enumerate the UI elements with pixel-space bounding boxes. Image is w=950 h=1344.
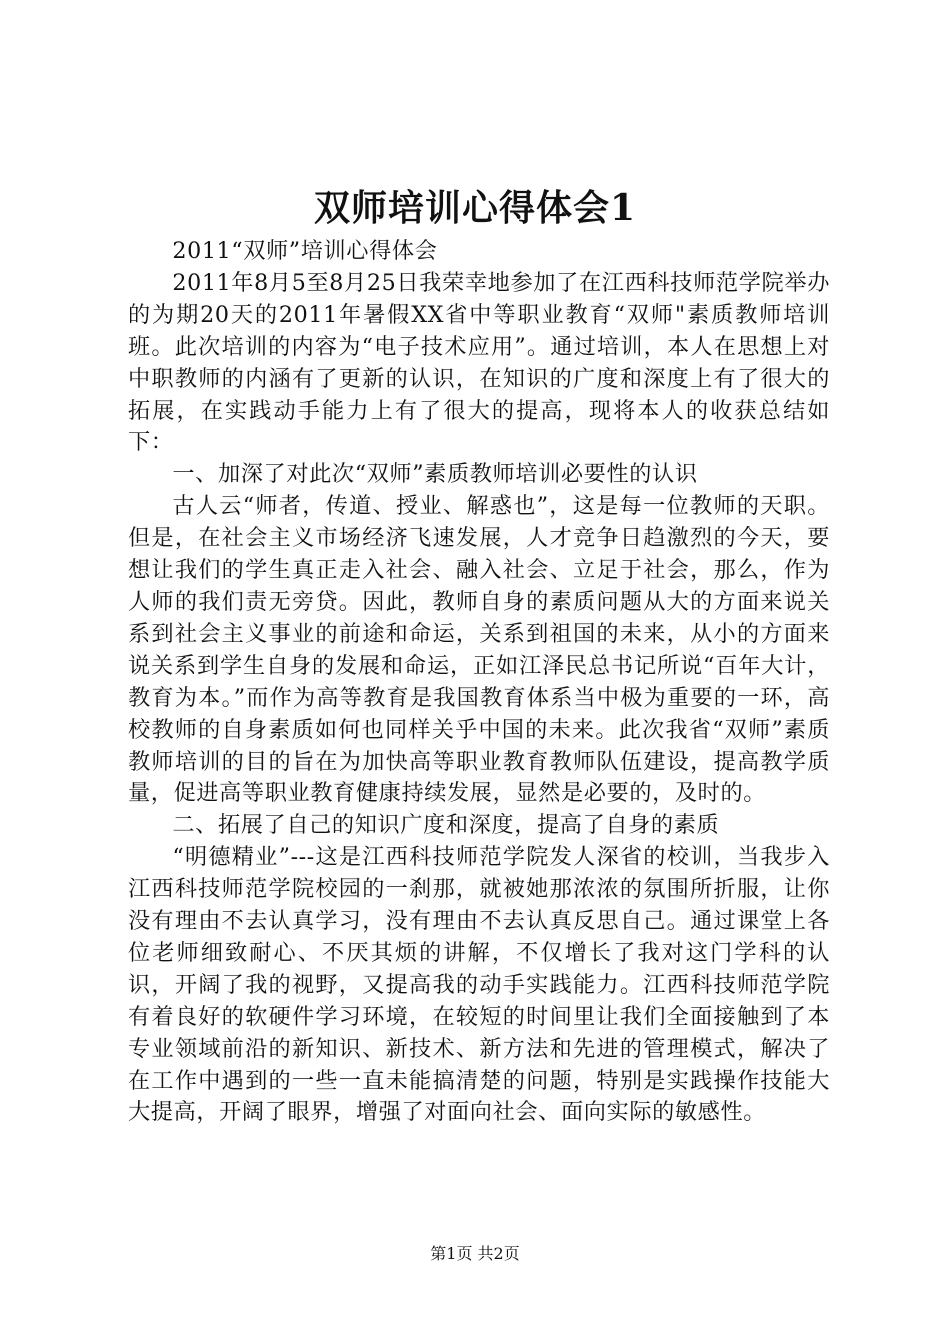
subtitle-paragraph: 2011“双师”培训心得体会 xyxy=(172,238,438,264)
section-1-paragraph: 古人云“师者，传道、授业、解惑也”，这是每一位教师的天职。但是，在社会主义市场经济飞速发展，人才竞争日趋激烈的今天，要想让我们的学生真正走入社会、融入社会、立足于社会，那么，作为人师的我们责无旁贷。因此，教师自身的素质问题从大的方面来说关系到社会主义事业的前途和命运，关系到祖国的未来，从小的方面来说关系到学生自身的发展和命运，正如江泽民总书记所说“百年大计，教育为本。”而作为高等教育是我国教育体系当中极为重要的一环，高校教师的自身素质如何也同样关乎中国的未来。此次我省“双师”素质教师培训的目的旨在为加快高等职业教育教师队伍建设，提高教学质量，促进高等职业教育健康持续发展，显然是必要的，及时的。 xyxy=(128,493,830,807)
document-title: 双师培训心得体会1 xyxy=(313,187,637,229)
section-heading-1: 一、加深了对此次“双师”素质教师培训必要性的认识 xyxy=(172,461,698,488)
document-body xyxy=(128,236,830,1129)
intro-paragraph: 2011年8月5至8月25日我荣幸地参加了在江西科技师范学院举办的为期20天的2011年暑假XX省中等职业教育“双师"素质教师培训班。此次培训的内容为“电子技术应用”。通过培训，本人在思想上对中职教师的内涵有了更新的认识，在知识的广度和深度上有了很大的拓展，在实践动手能力上有了很大的提高，现将本人的收获总结如下： xyxy=(128,269,830,456)
section-heading-2: 二、拓展了自己的知识广度和深度，提高了自身的素质 xyxy=(172,812,720,839)
page-number-footer: 第1页 共2页 xyxy=(430,1244,520,1263)
section-2-paragraph: “明德精业”---这是江西科技师范学院发人深省的校训，当我步入江西科技师范学院校园的一刹那，就被她那浓浓的氛围所折服，让你没有理由不去认真学习，没有理由不去认真反思自己。通过课堂上各位老师细致耐心、不厌其烦的讲解，不仅增长了我对这门学科的认识，开阔了我的视野，又提高我的动手实践能力。江西科技师范学院有着良好的软硬件学习环境，在较短的时间里让我们全面接触到了本专业领域前沿的新知识、新技术、新方法和先进的管理模式，解决了在工作中遇到的一些一直未能搞清楚的问题，特别是实践操作技能大大提高，开阔了眼界，增强了对面向社会、面向实际的敏感性。 xyxy=(128,844,830,1126)
